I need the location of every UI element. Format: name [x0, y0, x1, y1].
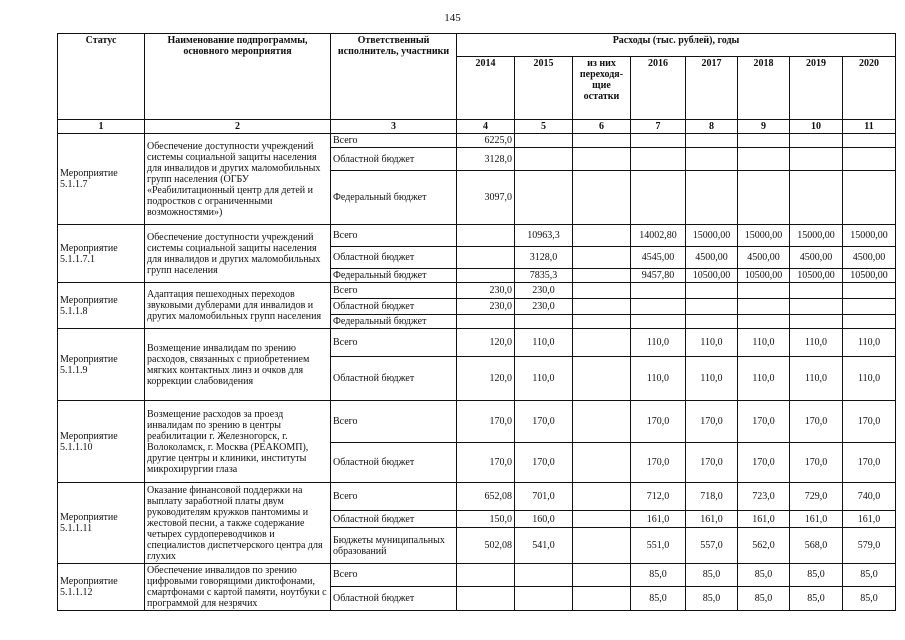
- event-name: Адаптация пешеходных переходов звуковыми дублерами для инвалидов и других маломобильных групп населения: [145, 283, 331, 329]
- amount-cell: 110,0: [686, 357, 738, 401]
- amount-cell: 718,0: [686, 483, 738, 511]
- amount-cell: [738, 283, 790, 299]
- amount-cell: 85,0: [738, 564, 790, 587]
- page-number: 145: [444, 12, 461, 24]
- amount-cell: [631, 315, 686, 329]
- amount-cell: 170,0: [686, 443, 738, 483]
- amount-cell: 6225,0: [457, 134, 515, 148]
- event-status: Мероприятие 5.1.1.8: [58, 283, 145, 329]
- executor-cell: Федеральный бюджет: [331, 171, 457, 225]
- amount-cell: 579,0: [843, 528, 896, 564]
- executor-cell: Областной бюджет: [331, 586, 457, 610]
- header-year: 2019: [790, 57, 843, 120]
- amount-cell: [790, 315, 843, 329]
- amount-cell: 3097,0: [457, 171, 515, 225]
- amount-cell: 652,08: [457, 483, 515, 511]
- amount-cell: [515, 315, 573, 329]
- header-name: Наименование подпрограммы, основного мероприятия: [145, 34, 331, 120]
- amount-cell: 85,0: [686, 586, 738, 610]
- amount-cell: [686, 148, 738, 171]
- event-status: Мероприятие 5.1.1.9: [58, 329, 145, 401]
- amount-cell: 85,0: [631, 586, 686, 610]
- executor-cell: Федеральный бюджет: [331, 315, 457, 329]
- executor-cell: Областной бюджет: [331, 443, 457, 483]
- amount-cell: [738, 148, 790, 171]
- amount-cell: 568,0: [790, 528, 843, 564]
- amount-cell: 170,0: [843, 401, 896, 443]
- table-row: [58, 483, 896, 511]
- amount-cell: 3128,0: [515, 247, 573, 269]
- event-name: Обеспечение доступности учреждений системы социальной защиты населения для инвалидов и других маломобильных групп населения: [145, 225, 331, 283]
- amount-cell: [631, 134, 686, 148]
- amount-cell: 85,0: [790, 586, 843, 610]
- amount-cell: [843, 148, 896, 171]
- header-year: 2014: [457, 57, 515, 120]
- amount-cell: [686, 171, 738, 225]
- amount-cell: [573, 511, 631, 528]
- amount-cell: 170,0: [457, 401, 515, 443]
- amount-cell: [686, 299, 738, 315]
- amount-cell: 4500,00: [738, 247, 790, 269]
- amount-cell: 110,0: [843, 329, 896, 357]
- amount-cell: [790, 299, 843, 315]
- amount-cell: 170,0: [790, 443, 843, 483]
- table-row: [58, 225, 896, 247]
- amount-cell: [631, 148, 686, 171]
- executor-cell: Областной бюджет: [331, 357, 457, 401]
- amount-cell: [573, 401, 631, 443]
- amount-cell: [573, 483, 631, 511]
- amount-cell: 110,0: [790, 329, 843, 357]
- amount-cell: 170,0: [686, 401, 738, 443]
- header-status: Статус: [58, 34, 145, 120]
- amount-cell: 170,0: [631, 401, 686, 443]
- amount-cell: 170,0: [738, 443, 790, 483]
- amount-cell: [738, 171, 790, 225]
- amount-cell: 110,0: [686, 329, 738, 357]
- amount-cell: 110,0: [738, 357, 790, 401]
- amount-cell: [573, 528, 631, 564]
- amount-cell: 110,0: [515, 357, 573, 401]
- executor-cell: Всего: [331, 483, 457, 511]
- event-status: Мероприятие 5.1.1.11: [58, 483, 145, 564]
- amount-cell: 110,0: [843, 357, 896, 401]
- amount-cell: [573, 443, 631, 483]
- amount-cell: 110,0: [738, 329, 790, 357]
- amount-cell: 161,0: [843, 511, 896, 528]
- amount-cell: 161,0: [790, 511, 843, 528]
- amount-cell: [573, 357, 631, 401]
- amount-cell: [843, 134, 896, 148]
- amount-cell: 110,0: [631, 357, 686, 401]
- amount-cell: [843, 283, 896, 299]
- amount-cell: 4500,00: [686, 247, 738, 269]
- amount-cell: 15000,00: [686, 225, 738, 247]
- amount-cell: 740,0: [843, 483, 896, 511]
- executor-cell: Всего: [331, 283, 457, 299]
- executor-cell: Всего: [331, 225, 457, 247]
- amount-cell: 10500,00: [738, 269, 790, 283]
- amount-cell: 85,0: [631, 564, 686, 587]
- column-number: 3: [331, 120, 457, 134]
- amount-cell: [686, 283, 738, 299]
- amount-cell: [573, 225, 631, 247]
- amount-cell: [573, 134, 631, 148]
- event-name: Возмещение инвалидам по зрению расходов, связанных с приобретением мягких контактных линз и очков для коррекции слабовидения: [145, 329, 331, 401]
- amount-cell: 161,0: [686, 511, 738, 528]
- amount-cell: [515, 134, 573, 148]
- amount-cell: 85,0: [843, 586, 896, 610]
- amount-cell: 10500,00: [790, 269, 843, 283]
- amount-cell: 3128,0: [457, 148, 515, 171]
- amount-cell: 562,0: [738, 528, 790, 564]
- amount-cell: [573, 269, 631, 283]
- header-year: 2016: [631, 57, 686, 120]
- amount-cell: 502,08: [457, 528, 515, 564]
- column-number: 1: [58, 120, 145, 134]
- event-status: Мероприятие 5.1.1.12: [58, 564, 145, 611]
- amount-cell: [738, 315, 790, 329]
- executor-cell: Всего: [331, 401, 457, 443]
- column-number: 10: [790, 120, 843, 134]
- amount-cell: 170,0: [515, 443, 573, 483]
- amount-cell: [457, 564, 515, 587]
- amount-cell: 557,0: [686, 528, 738, 564]
- amount-cell: [843, 315, 896, 329]
- amount-cell: 150,0: [457, 511, 515, 528]
- amount-cell: 701,0: [515, 483, 573, 511]
- event-name: Оказание финансовой поддержки на выплату заработной платы двум руководителям кружков пантомимы и жестовой песни, а также содержание четырех сурдопереводчиков и специалистов диспетчерского центра для глухих: [145, 483, 331, 564]
- amount-cell: [515, 171, 573, 225]
- amount-cell: 230,0: [457, 299, 515, 315]
- amount-cell: [515, 586, 573, 610]
- amount-cell: 230,0: [515, 299, 573, 315]
- amount-cell: 110,0: [515, 329, 573, 357]
- amount-cell: 110,0: [631, 329, 686, 357]
- amount-cell: 170,0: [515, 401, 573, 443]
- column-number: 9: [738, 120, 790, 134]
- amount-cell: 85,0: [790, 564, 843, 587]
- amount-cell: 712,0: [631, 483, 686, 511]
- column-number: 2: [145, 120, 331, 134]
- amount-cell: [790, 171, 843, 225]
- amount-cell: [515, 564, 573, 587]
- header-executor: Ответственный исполнитель, участники: [331, 34, 457, 120]
- amount-cell: 14002,80: [631, 225, 686, 247]
- table-row: [58, 564, 896, 587]
- amount-cell: [573, 247, 631, 269]
- executor-cell: Федеральный бюджет: [331, 269, 457, 283]
- amount-cell: 110,0: [790, 357, 843, 401]
- amount-cell: 723,0: [738, 483, 790, 511]
- amount-cell: [457, 269, 515, 283]
- event-name: Возмещение расходов за проезд инвалидам по зрению в центры реабилитации г. Железногорск, г. Волоколамск, г. Москва (РЕАКОМП), другие центры и клиники, институты микрохирургии глаза: [145, 401, 331, 483]
- amount-cell: 170,0: [843, 443, 896, 483]
- event-name: Обеспечение инвалидов по зрению цифровыми говорящими диктофонами, смартфонами с картой памяти, ноутбуки с программой для незрячих: [145, 564, 331, 611]
- amount-cell: [573, 329, 631, 357]
- amount-cell: 4500,00: [843, 247, 896, 269]
- table-body: [58, 134, 896, 611]
- amount-cell: 85,0: [843, 564, 896, 587]
- amount-cell: 7835,3: [515, 269, 573, 283]
- amount-cell: 4545,00: [631, 247, 686, 269]
- amount-cell: [573, 564, 631, 587]
- amount-cell: 4500,00: [790, 247, 843, 269]
- amount-cell: 230,0: [457, 283, 515, 299]
- amount-cell: 729,0: [790, 483, 843, 511]
- amount-cell: [631, 283, 686, 299]
- executor-cell: Областной бюджет: [331, 299, 457, 315]
- amount-cell: [686, 134, 738, 148]
- executor-cell: Всего: [331, 564, 457, 587]
- amount-cell: [515, 148, 573, 171]
- amount-cell: 10963,3: [515, 225, 573, 247]
- amount-cell: [738, 134, 790, 148]
- amount-cell: [790, 148, 843, 171]
- executor-cell: Бюджеты муниципальных образований: [331, 528, 457, 564]
- amount-cell: 120,0: [457, 357, 515, 401]
- amount-cell: 170,0: [631, 443, 686, 483]
- amount-cell: [790, 134, 843, 148]
- amount-cell: [631, 299, 686, 315]
- amount-cell: 10500,00: [686, 269, 738, 283]
- column-number: 11: [843, 120, 896, 134]
- column-number: 7: [631, 120, 686, 134]
- amount-cell: 9457,80: [631, 269, 686, 283]
- amount-cell: [738, 299, 790, 315]
- executor-cell: Областной бюджет: [331, 247, 457, 269]
- amount-cell: 15000,00: [790, 225, 843, 247]
- column-number: 5: [515, 120, 573, 134]
- amount-cell: [457, 586, 515, 610]
- table-row: [58, 329, 896, 357]
- table-row: [58, 283, 896, 299]
- amount-cell: [573, 315, 631, 329]
- amount-cell: 541,0: [515, 528, 573, 564]
- header-expenses: Расходы (тыс. рублей), годы: [457, 34, 896, 57]
- amount-cell: 170,0: [738, 401, 790, 443]
- executor-cell: Областной бюджет: [331, 511, 457, 528]
- amount-cell: 120,0: [457, 329, 515, 357]
- expenses-table: [57, 33, 896, 611]
- amount-cell: [573, 586, 631, 610]
- amount-cell: [573, 171, 631, 225]
- executor-cell: Областной бюджет: [331, 148, 457, 171]
- amount-cell: 15000,00: [843, 225, 896, 247]
- column-number: 4: [457, 120, 515, 134]
- amount-cell: [843, 171, 896, 225]
- amount-cell: 170,0: [457, 443, 515, 483]
- amount-cell: 85,0: [686, 564, 738, 587]
- header-year: 2020: [843, 57, 896, 120]
- amount-cell: [573, 148, 631, 171]
- amount-cell: 551,0: [631, 528, 686, 564]
- amount-cell: [790, 283, 843, 299]
- amount-cell: 161,0: [631, 511, 686, 528]
- amount-cell: [457, 315, 515, 329]
- header-year: 2018: [738, 57, 790, 120]
- amount-cell: [843, 299, 896, 315]
- column-number: 8: [686, 120, 738, 134]
- amount-cell: [457, 247, 515, 269]
- column-number: 6: [573, 120, 631, 134]
- header-year: 2015: [515, 57, 573, 120]
- amount-cell: [573, 299, 631, 315]
- event-status: Мероприятие 5.1.1.7: [58, 134, 145, 225]
- amount-cell: 170,0: [790, 401, 843, 443]
- header-carryover: из них переходя-щие остатки: [573, 57, 631, 120]
- event-name: Обеспечение доступности учреждений системы социальной защиты населения для инвалидов и других маломобильных групп населения (ОГБУ «Реабилитационный центр для детей и подростков с ограниченными возможностями»): [145, 134, 331, 225]
- amount-cell: 230,0: [515, 283, 573, 299]
- event-status: Мероприятие 5.1.1.7.1: [58, 225, 145, 283]
- amount-cell: 85,0: [738, 586, 790, 610]
- amount-cell: [631, 171, 686, 225]
- amount-cell: [573, 283, 631, 299]
- executor-cell: Всего: [331, 329, 457, 357]
- executor-cell: Всего: [331, 134, 457, 148]
- table-row: [58, 134, 896, 148]
- amount-cell: 160,0: [515, 511, 573, 528]
- header-year: 2017: [686, 57, 738, 120]
- amount-cell: [686, 315, 738, 329]
- amount-cell: 161,0: [738, 511, 790, 528]
- event-status: Мероприятие 5.1.1.10: [58, 401, 145, 483]
- amount-cell: 15000,00: [738, 225, 790, 247]
- amount-cell: [457, 225, 515, 247]
- amount-cell: 10500,00: [843, 269, 896, 283]
- table-row: [58, 401, 896, 443]
